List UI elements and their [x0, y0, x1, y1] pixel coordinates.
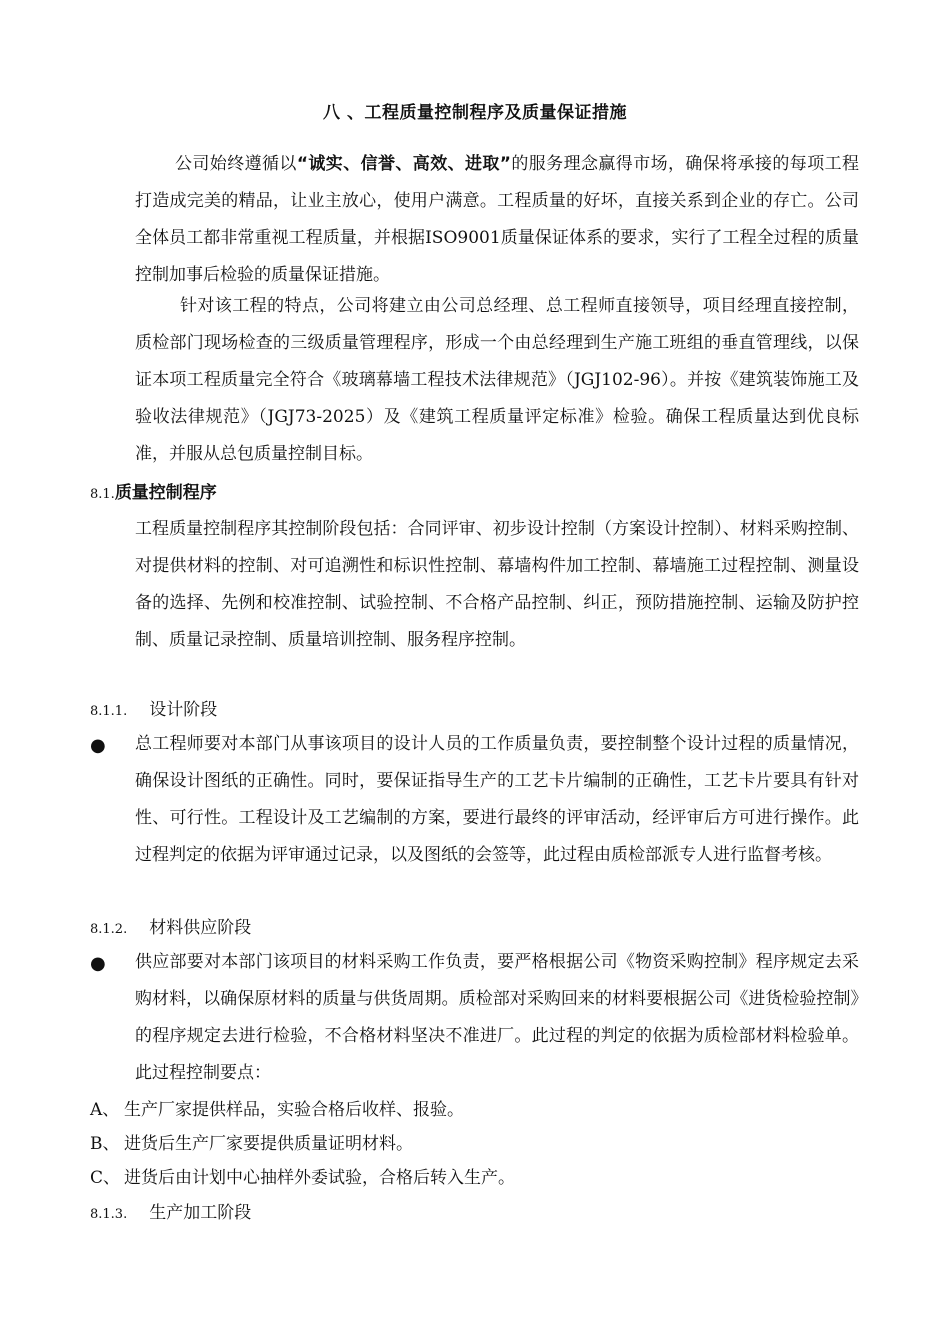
intro-text-after: 的服务理念赢得市场，确保将承接的每项工程打造成完美的精品，让业主放心，使用户满意。工程质量的好坏，直接关系到企业的存亡。公司全体员工都非常重视工程质量，并根据ISO9001质量保证体系的要求，实行了工程全过程的质量控制加事后检验的质量保证措施。	[135, 154, 860, 285]
list-item-text: 进货后生产厂家要提供质量证明材料。	[124, 1134, 413, 1154]
intro-paragraph	[135, 146, 859, 294]
list-item-label: B、	[90, 1134, 120, 1154]
section-8-1-title: 质量控制程序	[114, 483, 217, 503]
section-8-1-3-heading	[90, 1200, 251, 1228]
list-item-text: 进货后由计划中心抽样外委试验，合格后转入生产。	[124, 1168, 515, 1188]
section-8-1-2-body: 供应部要对本部门该项目的材料采购工作负责，要严格根据公司《物资采购控制》程序规定去采购材料，以确保原材料的质量与供货周期。质检部对采购回来的材料要根据公司《进货检验控制》的程序规定去进行检验，不合格材料坚决不准进厂。此过程的判定的依据为质检部材料检验单。此过程控制要点：	[135, 952, 859, 1083]
intro-text-before: 公司始终遵循以	[175, 154, 297, 174]
section-8-1-1-heading	[90, 697, 217, 725]
section-8-1-2-number: 8.1.2.	[90, 922, 128, 937]
list-item-text: 生产厂家提供样品，实验合格后收样、报验。	[124, 1100, 464, 1120]
list-item	[90, 1097, 464, 1123]
section-8-1-2-title: 材料供应阶段	[149, 918, 252, 938]
section-8-1-body: 工程质量控制程序其控制阶段包括：合同评审、初步设计控制（方案设计控制）、材料采购控制、对提供材料的控制、对可追溯性和标识性控制、幕墙构件加工控制、幕墙施工过程控制、测量设备的选择、先例和校准控制、试验控制、不合格产品控制、纠正，预防措施控制、运输及防护控制、质量记录控制、质量培训控制、服务程序控制。	[135, 519, 859, 650]
list-item	[90, 1131, 413, 1157]
section-8-1-2-heading	[90, 915, 251, 943]
bullet-icon: ●	[90, 735, 106, 756]
page-title: 八 、工程质量控制程序及质量保证措施	[323, 103, 627, 123]
section-8-1-1-number: 8.1.1.	[90, 704, 128, 719]
list-item-label: C、	[90, 1168, 121, 1188]
section-8-1-3-number: 8.1.3.	[90, 1207, 128, 1222]
section-8-1-number: 8.1.	[90, 487, 115, 502]
list-item-label: A、	[90, 1100, 120, 1120]
management-paragraph: 针对该工程的特点，公司将建立由公司总经理、总工程师直接领导，项目经理直接控制，质检部门现场检查的三级质量管理程序，形成一个由总经理到生产施工班组的垂直管理线，以保证本项工程质量完全符合《玻璃幕墙工程技术法律规范》（JGJ102-96）。并按《建筑装饰施工及验收法律规范》（JGJ73-2025）及《建筑工程质量评定标准》检验。确保工程质量达到优良标准，并服从总包质量控制目标。	[135, 296, 859, 464]
section-8-1-3-title: 生产加工阶段	[149, 1203, 252, 1223]
section-8-1-1-body: 总工程师要对本部门从事该项目的设计人员的工作质量负责，要控制整个设计过程的质量情况，确保设计图纸的正确性。同时，要保证指导生产的工艺卡片编制的正确性，工艺卡片要具有针对性、可行性。工程设计及工艺编制的方案，要进行最终的评审活动，经评审后方可进行操作。此过程判定的依据为评审通过记录，以及图纸的会签等，此过程由质检部派专人进行监督考核。	[135, 734, 859, 865]
section-8-1-1-title: 设计阶段	[149, 700, 218, 720]
intro-emphasis: “诚实、信誉、高效、进取”	[296, 154, 511, 174]
list-item	[90, 1165, 515, 1191]
section-8-1-heading	[90, 480, 217, 508]
bullet-icon: ●	[90, 953, 106, 974]
